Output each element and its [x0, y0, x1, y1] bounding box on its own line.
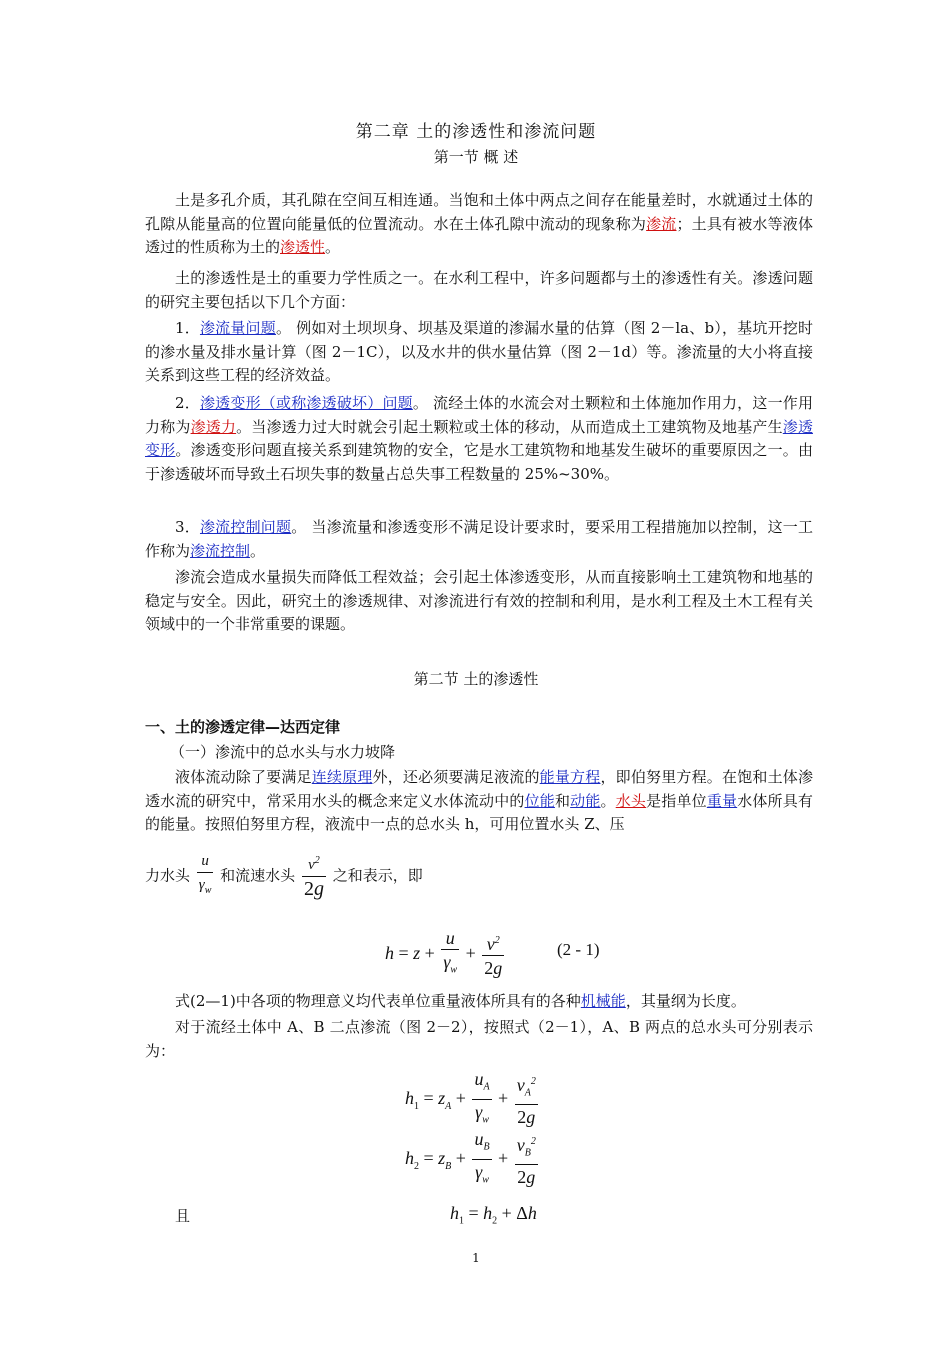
text: 。: [250, 541, 266, 560]
text: 式(2—1)中各项的物理意义均代表单位重量液体所具有的各种: [175, 992, 581, 1010]
paragraph-head-terms: [145, 850, 423, 903]
item-number: 2．: [175, 394, 200, 412]
link-deformation[interactable]: 渗透变形: [145, 417, 813, 459]
equation-label: (2 - 1): [557, 940, 600, 959]
text: 土是多孔介质，其孔隙在空间互相连通。当饱和土体中两点之间存在能量差时，水就通过土体的孔隙从能量高的位置向能量低的位置流动。水在土体孔隙中流动的现象称为: [145, 191, 813, 233]
equation-head-difference: $h_1 = h_2 + \Delta h$: [450, 1203, 537, 1227]
text: 和流速水头: [220, 866, 296, 885]
text: 和: [554, 791, 571, 810]
paragraph-points-ab: 对于流经土体中 A、B 二点渗流（图 2－2），按照式（2－1），A、B 两点的总水头可分别表示为：: [145, 1018, 813, 1060]
heading-total-head: （一）渗流中的总水头与水力坡降: [170, 743, 396, 761]
link-seepage-control[interactable]: 渗流控制: [190, 541, 251, 560]
text: 。渗透变形问题直接关系到建筑物的安全，它是水工建筑物和地基发生破坏的重要原因之一。由于渗透破坏而导致土石坝失事的数量占总失事工程数量的 25%~30%。: [145, 441, 813, 483]
link-permeability[interactable]: 渗透性: [280, 238, 326, 256]
link-kinetic-energy[interactable]: 动能: [570, 791, 601, 810]
paragraph-item-2: [145, 392, 813, 486]
paragraph-2: 土的渗透性是土的重要力学性质之一。在水利工程中，许多问题都与土的渗透性有关。渗透问题的研究主要包括以下几个方面：: [145, 269, 813, 311]
paragraph-summary: 渗流会造成水量损失而降低工程效益；会引起土体渗透变形，从而直接影响土工建筑物和地基的稳定与安全。因此，研究土的渗透规律、对渗流进行有效的控制和利用，是水利工程及土木工程有关领域中的一个非常重要的课题。: [145, 568, 813, 633]
section-2-title: 第二节 土的渗透性: [413, 670, 539, 688]
link-seepage-force[interactable]: 渗透力: [190, 417, 237, 436]
link-mechanical-energy[interactable]: 机械能: [580, 992, 626, 1010]
link-potential-energy[interactable]: 位能: [524, 791, 555, 810]
link-weight[interactable]: 重量: [706, 791, 738, 810]
text: ，即伯努里方程。在饱和土体渗透水流的研究中，常采用水头的概念来定义水体流动中的: [145, 768, 813, 810]
paragraph-item-3: [145, 516, 813, 563]
text: 外，还必须要满足液流的: [372, 768, 540, 786]
link-seepage[interactable]: 渗流: [646, 214, 677, 233]
chapter-title: 第二章 土的渗透性和渗流问题: [355, 122, 597, 142]
section-1-title: 第一节 概 述: [433, 148, 519, 166]
paragraph-item-1: [145, 317, 813, 388]
paragraph-intro: [145, 189, 813, 260]
link-energy-equation[interactable]: 能量方程: [539, 768, 601, 786]
equation-h1: $h_1 = z_A$ + $\frac{u_A}{\gamma_w}$ + $\frac{v_A^2}{2g}$: [405, 1069, 536, 1128]
text: 是指单位: [646, 791, 707, 810]
text: 。 流经土体的水流会对土颗粒和土体施加作用力，这一作用力称为: [145, 394, 813, 436]
text: 液体流动除了要满足: [175, 768, 312, 786]
text: 。 当渗流量和渗透变形不满足设计要求时，要采用工程措施加以控制，这一工作称为: [145, 518, 813, 560]
text: 。: [600, 791, 616, 810]
text: 水体所具有的能量。按照伯努里方程，液流中一点的总水头 h，可用位置水头 Z、压: [145, 791, 813, 833]
item-number: 1．: [175, 319, 200, 337]
velocity-head-fraction: $\frac{v^2}{2g}$: [302, 850, 326, 903]
paragraph-energy: [145, 766, 813, 837]
item-number: 3．: [175, 518, 200, 536]
paragraph-mechanical-energy: [145, 990, 813, 1014]
pressure-head-fraction: $\frac{u}{\gamma_w}$: [197, 850, 214, 903]
text: 。当渗透力过大时就会引起土颗粒或土体的移动，从而造成土工建筑物及地基产生: [236, 417, 783, 436]
equation-2-1: h = z + $\frac{u}{\gamma_w}$ + $\frac{v^2}{2g}$: [385, 928, 503, 978]
text: ，其量纲为长度。: [625, 992, 746, 1010]
text: 力水头: [145, 866, 191, 885]
link-seepage-quantity[interactable]: 渗流量问题: [199, 319, 276, 337]
text: ；土具有被水等液体透过的性质称为土的: [145, 214, 813, 256]
text: 。 例如对土坝坝身、坝基及渠道的渗漏水量的估算（图 2－la、b），基坑开挖时的渗水量及排水量计算（图 2－1C），以及水井的供水量估算（图 2－1d）等。渗流量的大小将直接关系到这些工程的经济效益。: [145, 319, 813, 384]
text-qie: 且: [175, 1207, 191, 1225]
text: 。: [325, 238, 341, 256]
link-seepage-control-problem[interactable]: 渗流控制问题: [199, 518, 292, 536]
link-continuity[interactable]: 连续原理: [311, 768, 373, 786]
link-seepage-deformation[interactable]: 渗透变形（或称渗透破坏）问题: [199, 394, 413, 412]
page-number: 1: [472, 1251, 480, 1265]
equation-h2: $h_2 = z_B$ + $\frac{u_B}{\gamma_w}$ + $\frac{v_B^2}{2g}$: [405, 1129, 536, 1188]
link-head[interactable]: 水头: [615, 791, 647, 810]
text: 之和表示，即: [332, 866, 423, 885]
heading-darcy-law: 一、土的渗透定律—达西定律: [145, 718, 341, 736]
